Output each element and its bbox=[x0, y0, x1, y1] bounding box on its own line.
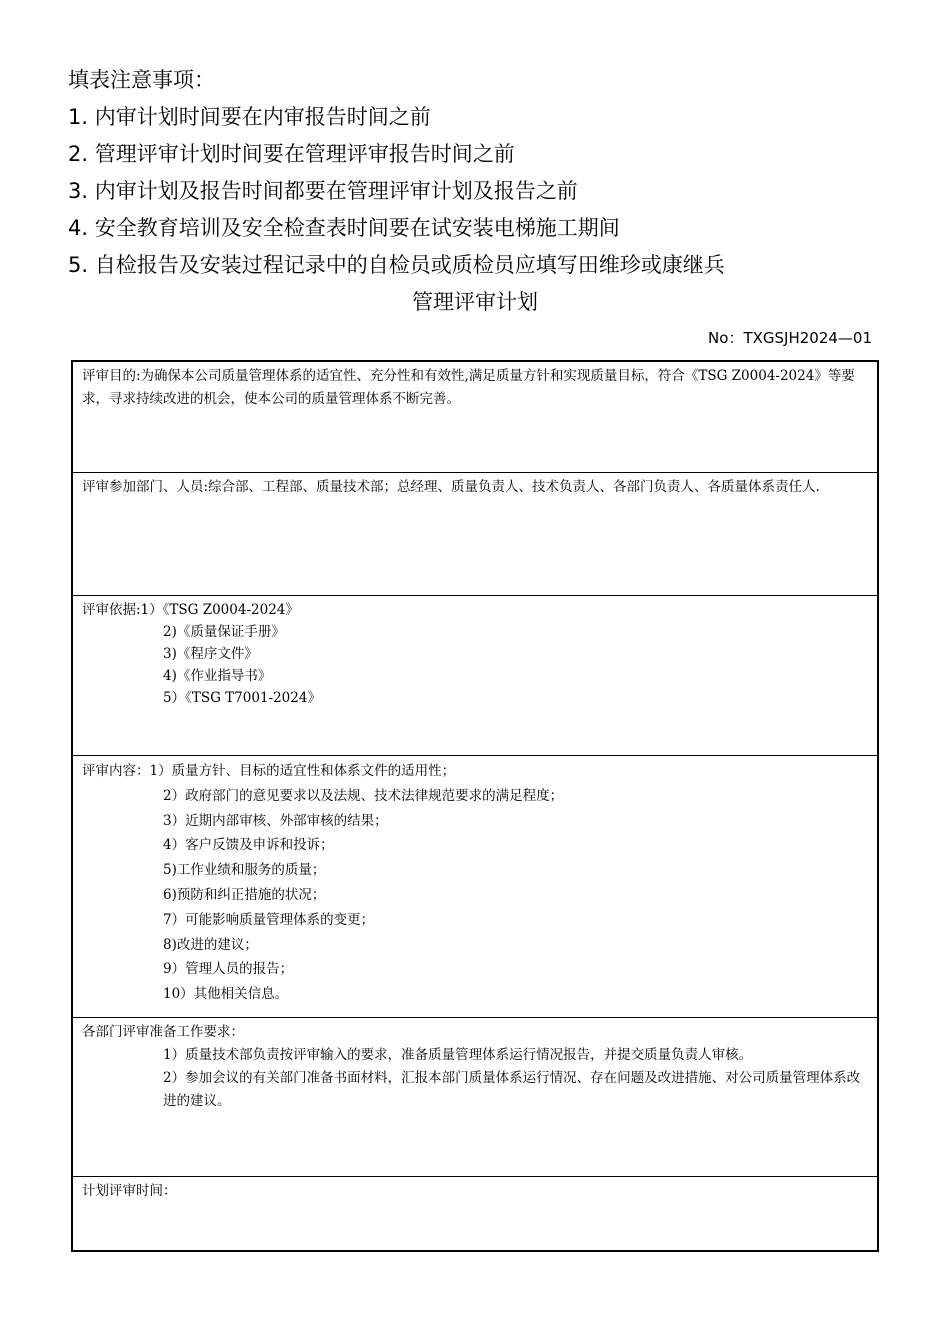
section-purpose bbox=[73, 362, 877, 473]
content-item-5: 5)工作业绩和服务的质量； bbox=[163, 862, 326, 879]
section-schedule bbox=[73, 1177, 877, 1250]
participants-text: 评审参加部门、人员:综合部、工程部、质量技术部；总经理、质量负责人、技术负责人、各部门负责人、各质量体系责任人. bbox=[82, 479, 820, 495]
section-participants bbox=[73, 473, 877, 596]
basis-item-5: 5）《TSG T7001-2024》 bbox=[163, 690, 321, 706]
basis-item-4: 4)《作业指导书》 bbox=[163, 668, 272, 684]
purpose-text: 评审目的:为确保本公司质量管理体系的适宜性、充分性和有效性,满足质量方针和实现质量目标，符合《TSG Z0004-2024》等要求，寻求持续改进的机会，使本公司的质量管理体系不断完善。 bbox=[82, 368, 855, 407]
preparation-item-1: 1）质量技术部负责按评审输入的要求，准备质量管理体系运行情况报告，并提交质量负责人审核。 bbox=[163, 1047, 753, 1063]
notes-heading: 填表注意事项： bbox=[68, 68, 215, 92]
review-plan-table bbox=[71, 360, 879, 1252]
content-item-2: 2）政府部门的意见要求以及法规、技术法律规范要求的满足程度； bbox=[163, 787, 564, 804]
basis-item-2: 2)《质量保证手册》 bbox=[163, 624, 285, 640]
schedule-label: 计划评审时间： bbox=[82, 1183, 177, 1199]
section-preparation bbox=[73, 1018, 877, 1177]
basis-first-line: 评审依据:1）《TSG Z0004-2024》 bbox=[82, 602, 299, 618]
content-first-line: 评审内容：1）质量方针、目标的适宜性和体系文件的适用性； bbox=[82, 763, 456, 779]
content-item-6: 6)预防和纠正措施的状况； bbox=[163, 886, 326, 903]
content-item-9: 9）管理人员的报告； bbox=[163, 961, 294, 978]
content-item-3: 3）近期内部审核、外部审核的结果； bbox=[163, 812, 388, 829]
preparation-heading: 各部门评审准备工作要求： bbox=[82, 1024, 244, 1040]
note-item-2: 2. 管理评审计划时间要在管理评审报告时间之前 bbox=[68, 142, 515, 166]
section-basis bbox=[73, 596, 877, 756]
note-item-4: 4. 安全教育培训及安全检查表时间要在试安装电梯施工期间 bbox=[68, 216, 620, 240]
fill-in-notes bbox=[68, 62, 928, 284]
note-item-5: 5. 自检报告及安装过程记录中的自检员或质检员应填写田维珍或康继兵 bbox=[68, 253, 725, 277]
content-item-4: 4）客户反馈及申诉和投诉； bbox=[163, 837, 334, 854]
content-item-7: 7）可能影响质量管理体系的变更； bbox=[163, 911, 375, 928]
content-item-8: 8)改进的建议； bbox=[163, 936, 258, 953]
document-title: 管理评审计划 bbox=[412, 290, 538, 314]
note-item-3: 3. 内审计划及报告时间都要在管理评审计划及报告之前 bbox=[68, 179, 578, 203]
note-item-1: 1. 内审计划时间要在内审报告时间之前 bbox=[68, 105, 431, 129]
section-content bbox=[73, 756, 877, 1018]
basis-item-3: 3)《程序文件》 bbox=[163, 646, 258, 662]
content-item-10: 10）其他相关信息。 bbox=[163, 986, 289, 1003]
preparation-item-2: 2）参加会议的有关部门准备书面材料，汇报本部门质量体系运行情况、存在问题及改进措施、对公司质量管理体系改进的建议。 bbox=[163, 1070, 861, 1109]
document-number: No：TXGSJH2024—01 bbox=[708, 329, 872, 347]
